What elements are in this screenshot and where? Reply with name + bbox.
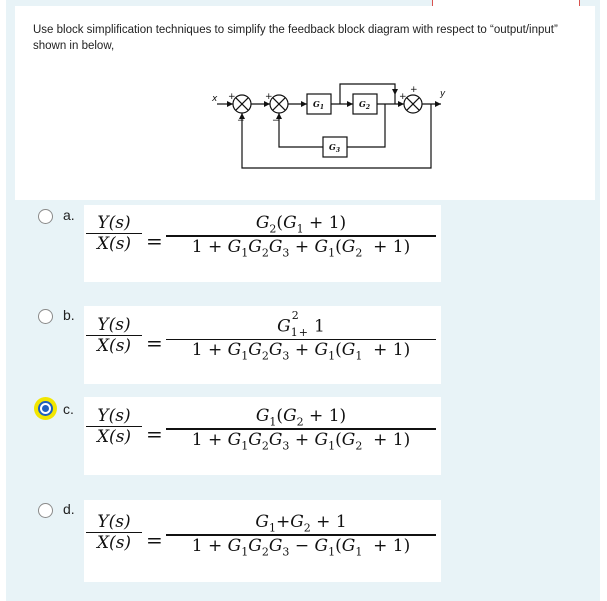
block-g3-label: $G_3$ [329, 142, 341, 154]
option-letter: d. [63, 501, 75, 517]
option-letter: b. [63, 307, 75, 323]
formula-c: Y(s) X(s) = $G_1(G_2 + 1)$ $1 + G_1G_2G_3 + G_1(G_2 + 1)$ [84, 397, 441, 475]
output-label: y [440, 89, 446, 99]
svg-text:−: − [272, 116, 280, 126]
svg-text:−: − [237, 116, 245, 126]
formula-a: Y(s) X(s) = $G_2(G_1 + 1)$ $1 + G_1G_2G_3 + G_1(G_2 + 1)$ [84, 205, 441, 282]
block-diagram [209, 66, 469, 176]
radio-c[interactable] [38, 401, 53, 416]
svg-text:+: + [228, 92, 236, 102]
question-card [15, 6, 595, 200]
option-letter: a. [63, 207, 75, 223]
input-label: x [212, 94, 218, 104]
question-text: Use block simplification techniques to simplify the feedback block diagram with respect to “output/input” shown in below, [33, 24, 558, 52]
svg-text:+: + [399, 92, 407, 102]
radio-a[interactable] [38, 209, 53, 224]
block-g1-label: $G_1$ [313, 99, 325, 111]
radio-d[interactable] [38, 503, 53, 518]
formula-b: Y(s) X(s) = $G_1^2_+$ 1 $1 + G_1G_2G_3 + G_1(G_1 + 1)$ [84, 306, 441, 384]
svg-text:+: + [265, 92, 273, 102]
svg-text:+: + [410, 85, 418, 95]
radio-b[interactable] [38, 309, 53, 324]
formula-d: Y(s) X(s) = $G_1+G_2 + 1$ $1 + G_1G_2G_3 - G_1(G_1 + 1)$ [84, 500, 441, 582]
option-letter: c. [63, 401, 74, 417]
block-g2-label: $G_2$ [359, 99, 371, 111]
